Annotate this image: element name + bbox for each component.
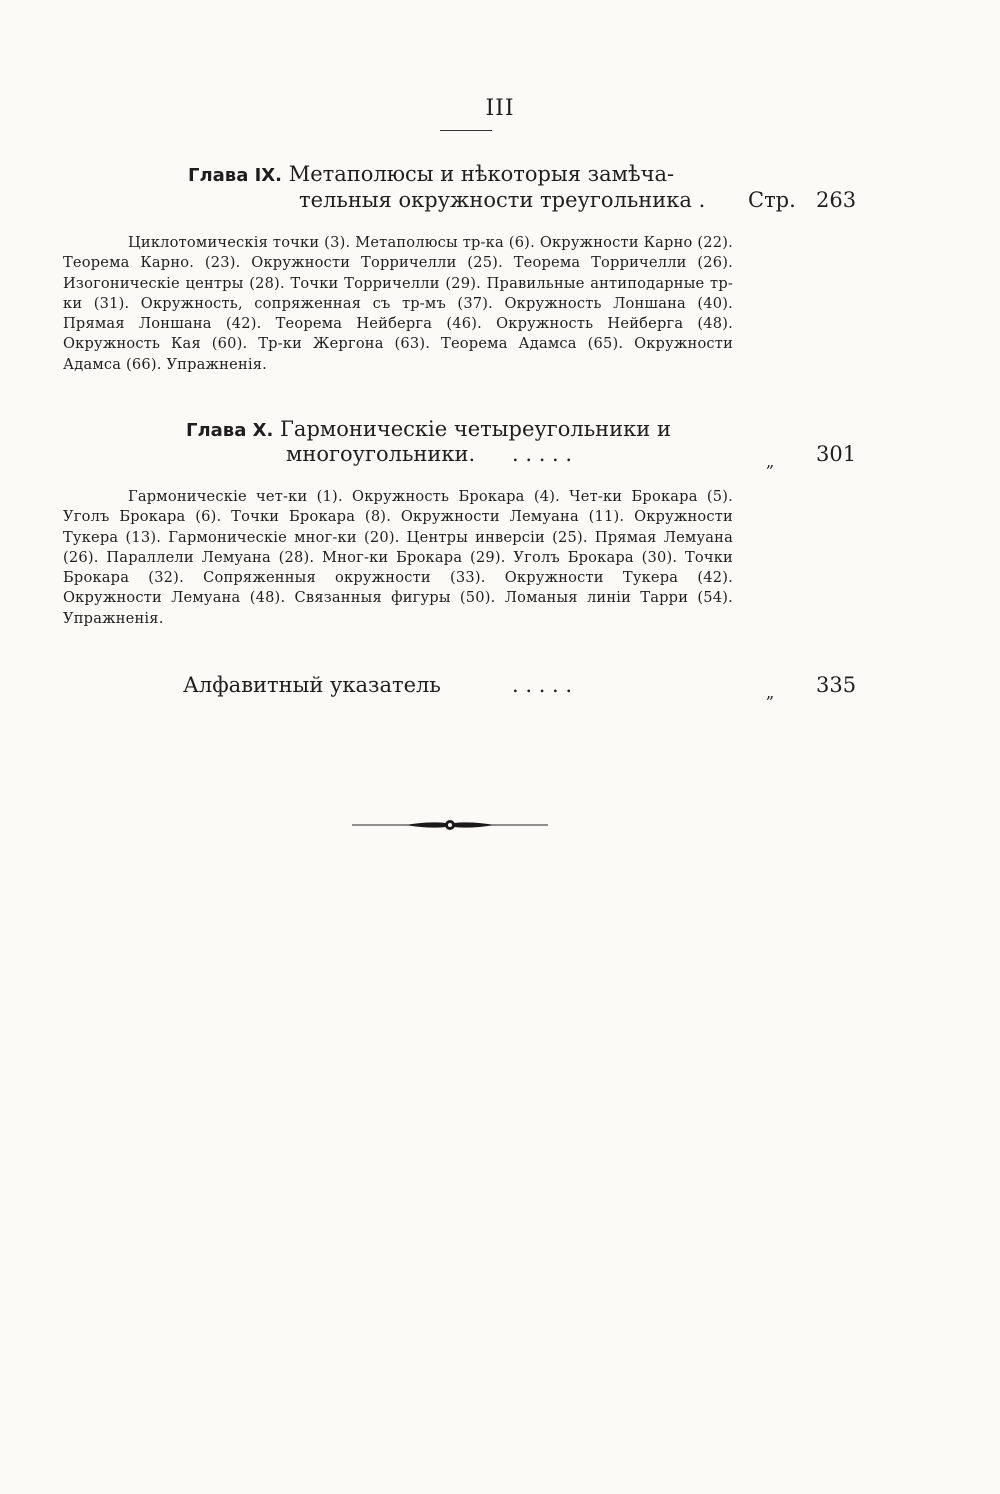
chapter-ix-page: 263 [816,188,857,212]
page-number: III [485,96,515,121]
chapter-x-summary: Гармоническіе чет-ки (1). Окружность Брокара (4). Чет-ки Брокара (5). Уголъ Брокара (6). Точки Брокара (8). Окружности Лемуана (11). Окружности Тукера (13). Гармоническіе мног-ки (20). Центры инверсіи (25). Прямая Лемуана (26). Параллели Лемуана (28). Мног-ки Брокара (29). Уголъ Брокара (30). Точки Брокара (32). Сопряженныя окружности (33). Окружности Тукера (42). Окружности Лемуана (48). Связанныя фигуры (50). Ломаныя линіи Тарри (54). Упражненія. [63,488,733,627]
chapter-ix-heading-line1 [188,162,674,186]
chapter-x-heading-line1 [186,417,671,441]
chapter-ix-label: Глава IX. [188,165,283,186]
chapter-x-title-line2: многоугольники. [286,442,476,466]
ornament-divider [350,814,550,836]
index-entry-leader-dots: . . . . . [512,673,573,697]
index-entry-title: Алфавитный указатель [183,673,441,697]
chapter-x-leader-dots: . . . . . [512,442,573,466]
chapter-x-label: Глава X. [186,420,274,441]
chapter-ix-summary: Циклотомическія точки (3). Метаполюсы тр-ка (6). Окружности Карно (22). Теорема Карно. (23). Окружности Торричелли (25). Теорема Торричелли (26). Изогоническіе центры (28). Точки Торричелли (29). Правильные антиподарные тр-ки (31). Окружность, сопряженная съ тр-мъ (37). Окружность Лоншана (40). Прямая Лоншана (42). Теорема Нейберга (46). Окружность Нейберга (48). Окружность Кая (60). Тр-ки Жергона (63). Теорема Адамса (65). Окружности Адамса (66). Упражненія. [63,234,733,373]
index-entry-page: 335 [816,673,857,697]
chapter-ix-title-line1: Метаполюсы и нѣкоторыя замѣча- [288,162,675,186]
chapter-ix-page-prefix: Стр. [748,188,796,212]
index-entry-ditto-mark: „ [766,683,775,702]
chapter-x-ditto-mark: „ [766,452,775,471]
chapter-x-title-line1: Гармоническіе четыреугольники и [280,417,671,441]
page-number-underline [440,130,492,131]
chapter-ix-title-line2: тельныя окружности треугольника . [299,188,706,212]
chapter-x-page: 301 [816,442,857,466]
